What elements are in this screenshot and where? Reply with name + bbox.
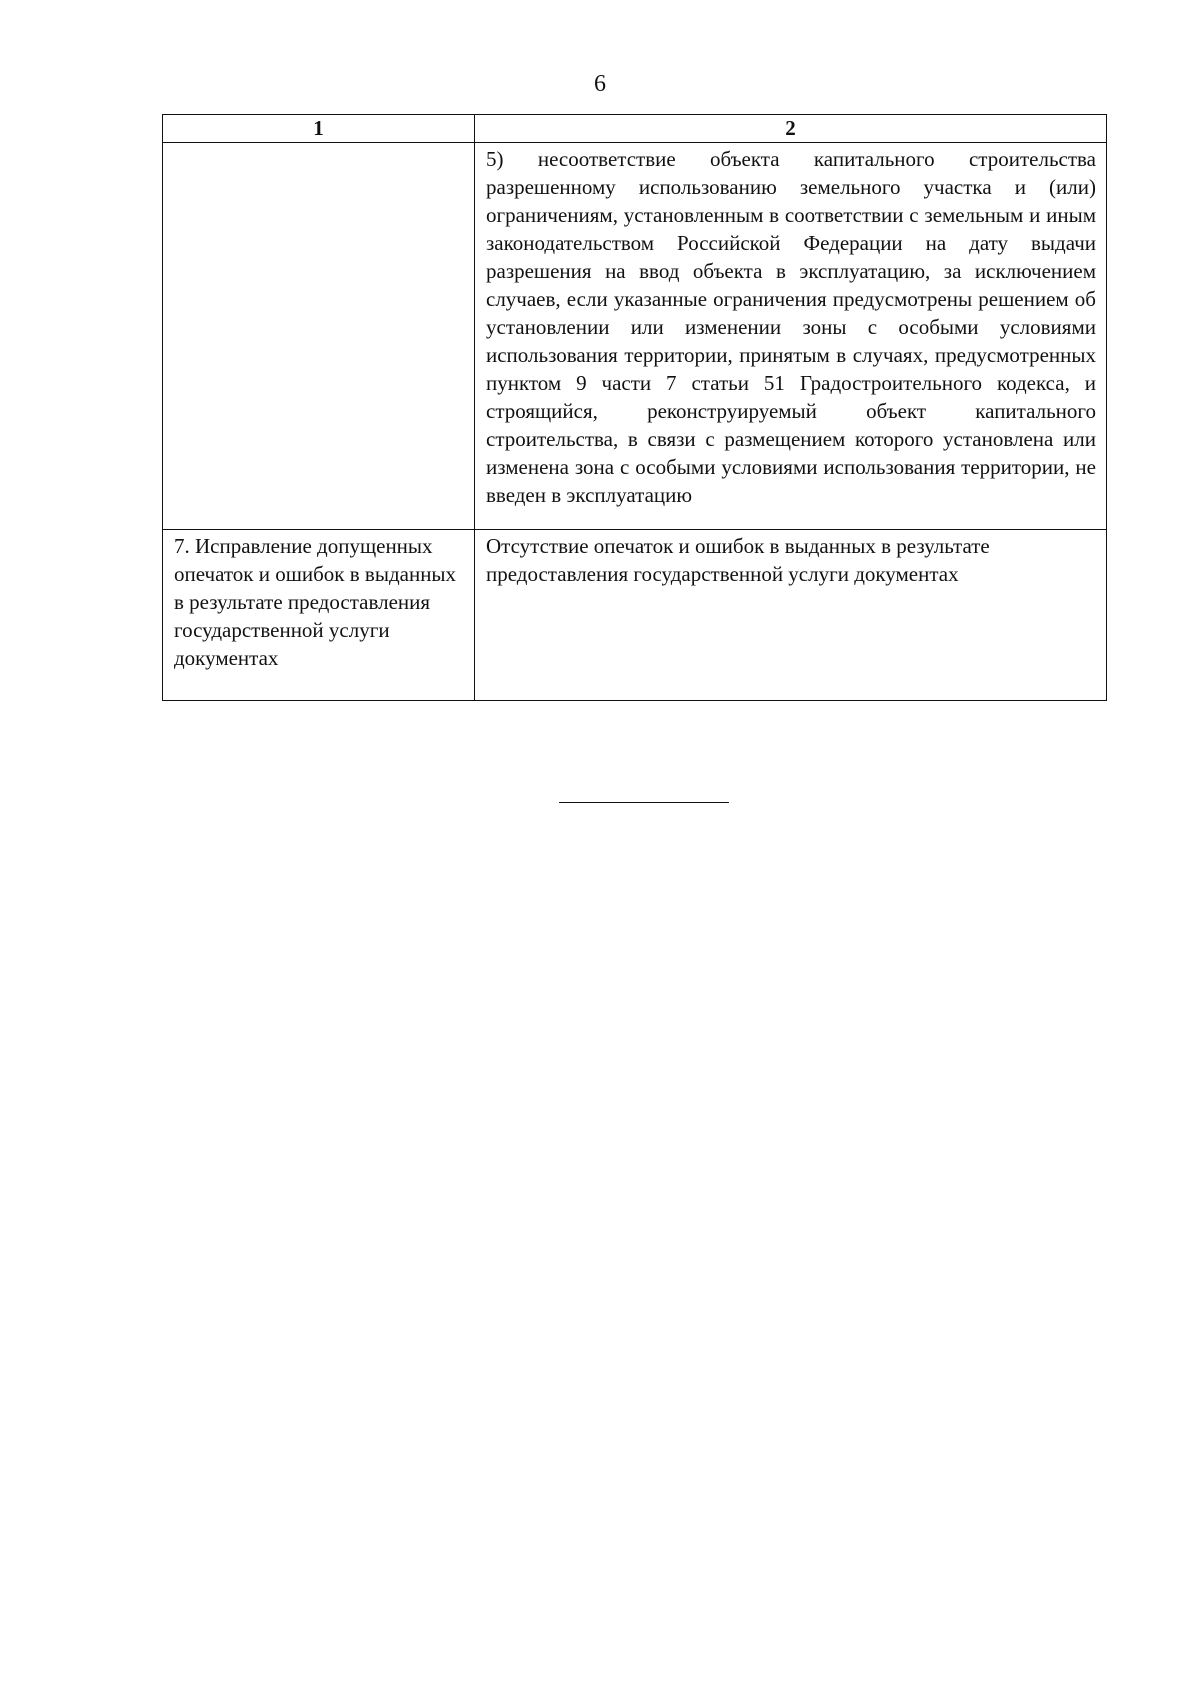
- table-cell-col1: 7. Исправление допущенных опечаток и ошибок в выданных в результате предоставления государственной услуги документах: [163, 530, 475, 701]
- column-header-1: 1: [163, 115, 475, 143]
- table-row: [163, 530, 1107, 701]
- table-header-row: [163, 115, 1107, 143]
- table-cell-col1: [163, 143, 475, 530]
- table-cell-col2: Отсутствие опечаток и ошибок в выданных в результате предоставления государственной услуги документах: [475, 530, 1107, 701]
- table-row: [163, 143, 1107, 530]
- table-cell-col2: 5) несоответствие объекта капитального строительства разрешенному использованию земельного участка и (или) ограничениям, установленным в соответствии с земельным и иным законодательством Российской Федерации на дату выдачи разрешения на ввод объекта в эксплуатацию, за исключением случаев, если указанные ограничения предусмотрены решением об установлении или изменении зоны с особыми условиями использования территории, принятым в случаях, предусмотренных пунктом 9 части 7 статьи 51 Градостроительного кодекса, и строящийся, реконструируемый объект капитального строительства, в связи с размещением которого установлена или изменена зона с особыми условиями использования территории, не введен в эксплуатацию: [475, 143, 1107, 530]
- column-header-2: 2: [475, 115, 1107, 143]
- page-number: 6: [594, 71, 606, 97]
- document-table: [162, 114, 1107, 701]
- end-divider-line: [559, 802, 729, 803]
